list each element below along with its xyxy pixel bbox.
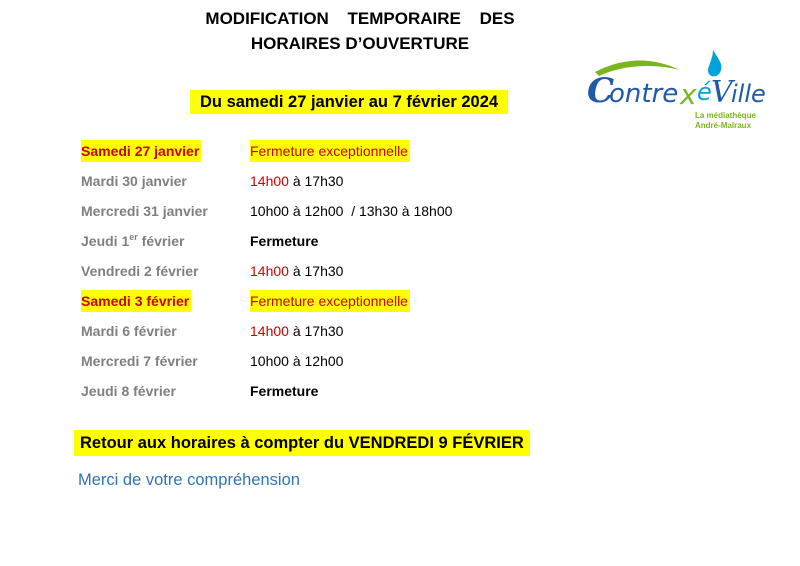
day-label: Jeudi 1er février xyxy=(81,232,185,249)
day-label: Jeudi 8 février xyxy=(81,383,176,399)
hours-text xyxy=(250,320,343,342)
title-line-2: HORAIRES D’OUVERTURE xyxy=(250,34,470,53)
return-notice: Retour aux horaires à compter du VENDREDI 9 FÉVRIER xyxy=(74,430,530,456)
contrexeville-logo xyxy=(585,48,765,138)
start-time: 14h00 xyxy=(250,263,289,279)
page-title xyxy=(150,6,570,56)
svg-text:La médiathèque: La médiathèque xyxy=(695,111,756,120)
end-time: à 17h30 xyxy=(288,173,344,189)
day-label: Vendredi 2 février xyxy=(81,263,199,279)
status-text: Fermeture xyxy=(250,383,319,399)
start-time: 14h00 xyxy=(250,173,289,189)
end-time: à 17h30 xyxy=(288,263,344,279)
svg-text:x: x xyxy=(680,78,697,111)
hours-text: 10h00 à 12h00 xyxy=(250,353,344,369)
status-text: Fermeture exceptionnelle xyxy=(250,140,410,162)
day-label: Mercredi 31 janvier xyxy=(81,203,208,219)
logo-graphic xyxy=(585,48,765,138)
title-line-1: MODIFICATION TEMPORAIRE DES xyxy=(205,9,515,28)
day-label: Mardi 6 février xyxy=(81,323,177,339)
end-time: à 17h30 xyxy=(288,323,344,339)
period-banner: Du samedi 27 janvier au 7 février 2024 xyxy=(190,90,508,114)
thanks-message: Merci de votre compréhension xyxy=(78,471,300,489)
svg-text:ille: ille xyxy=(731,80,765,108)
status-text: Fermeture exceptionnelle xyxy=(250,290,410,312)
day-label: Samedi 27 janvier xyxy=(81,140,201,162)
hours-text xyxy=(250,170,343,192)
hours-text xyxy=(250,260,343,282)
svg-text:ontre: ontre xyxy=(609,79,679,109)
svg-text:André-Malraux: André-Malraux xyxy=(695,121,752,130)
svg-text:C: C xyxy=(587,71,615,111)
svg-text:é: é xyxy=(697,78,712,106)
hours-text: 10h00 à 12h00 / 13h30 à 18h00 xyxy=(250,203,453,219)
day-label: Mercredi 7 février xyxy=(81,353,198,369)
status-text: Fermeture xyxy=(250,233,319,249)
svg-text:V: V xyxy=(711,75,733,110)
day-label: Mardi 30 janvier xyxy=(81,173,187,189)
start-time: 14h00 xyxy=(250,323,289,339)
day-label: Samedi 3 février xyxy=(81,290,191,312)
